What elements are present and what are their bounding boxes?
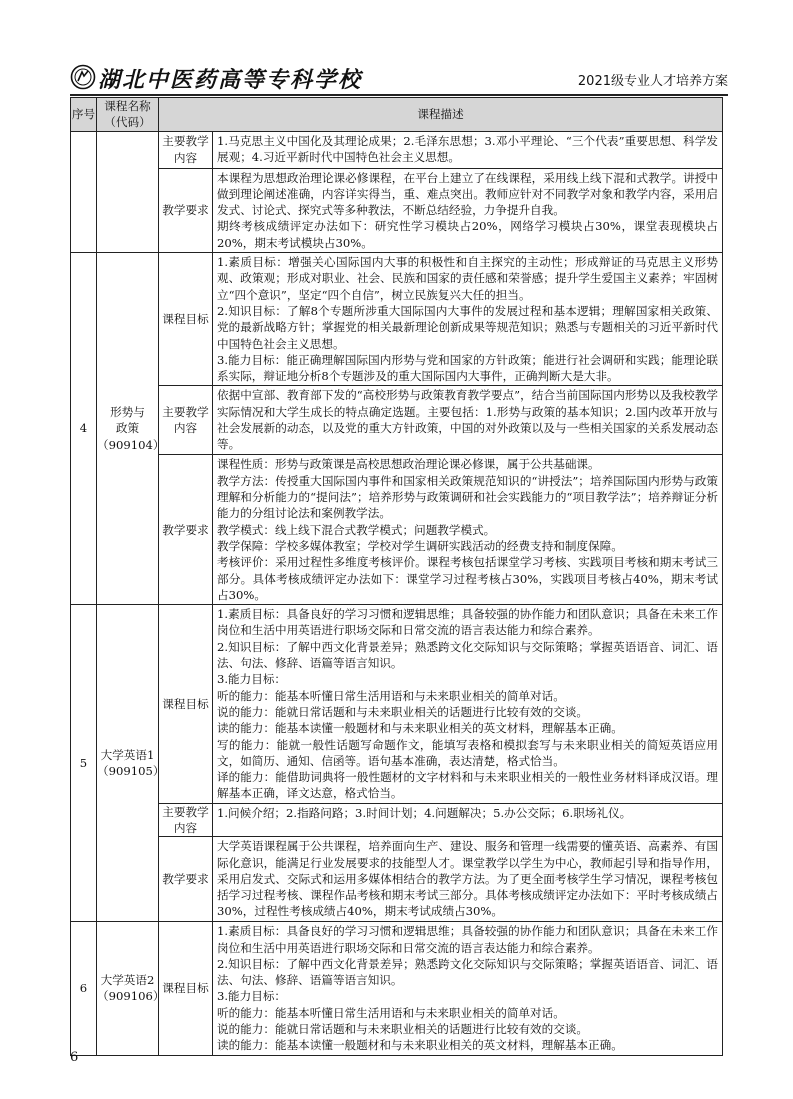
row-label: 教学要求 <box>159 168 213 252</box>
row-description: 1.问候介绍；2.指路问路；3.时间计划；4.问题解决；5.办公交际；6.职场礼仪。 <box>213 803 723 837</box>
course-name: 形势与 政策 （909104） <box>97 253 159 605</box>
row-label: 主要教学内容 <box>159 803 213 837</box>
header-divider <box>70 94 728 96</box>
table-row <box>71 455 723 605</box>
row-description: 1.素质目标：增强关心国际国内大事的积极性和自主探究的主动性；形成辩证的马克思主义形势观、政策观；形成对职业、社会、民族和国家的责任感和荣誉感；提升学生爱国主义素养；牢固树立“四个意识”，坚定“四个自信”，树立民族复兴大任的担当。 2.知识目标：了解8个专题所涉重大国际国内大事件的发展过程和基本逻辑；理解国家相关政策、党的最新战略方针；掌握党的相关最新理论创新成果等规范知识；熟悉与专题相关的习近平新时代中国特色社会主义思想。 3.能力目标：能正确理解国际国内形势与党和国家的方针政策；能进行社会调研和实践；能理论联系实际，辩证地分析8个专题涉及的重大国际国内大事件，正确判断大是大非。 <box>213 253 723 386</box>
row-label: 教学要求 <box>159 455 213 605</box>
table-row <box>71 131 723 168</box>
row-label: 课程目标 <box>159 253 213 386</box>
row-description: 1.马克思主义中国化及其理论成果；2.毛泽东思想；3.邓小平理论、“三个代表”重要思想、科学发展观；4.习近平新时代中国特色社会主义思想。 <box>213 131 723 168</box>
row-description: 1.素质目标：具备良好的学习习惯和逻辑思维；具备较强的协作能力和团队意识；具备在未来工作岗位和生活中用英语进行职场交际和日常交流的语言表达能力和综合素养。 2.知识目标：了解中西文化背景差异；熟悉跨文化交际知识与交际策略；掌握英语语音、词汇、语法、句法、修辞、语篇等语言知识。 3.能力目标： 听的能力：能基本听懂日常生活用语和与未来职业相关的简单对话。 说的能力：能就日常话题和与未来职业相关的话题进行比较有效的交谈。 读的能力：能基本读懂一般题材和与未来职业相关的英文材料，理解基本正确。 写的能力：能就一般性话题写命题作文，能填写表格和模拟套写与未来职业相关的简短英语应用文，如简历、通知、信函等。语句基本准确，表达清楚，格式恰当。 译的能力：能借助词典将一般性题材的文字材料和与未来职业相关的一般性业务材料译成汉语。理解基本正确，译文达意，格式恰当。 <box>213 605 723 804</box>
college-name: 湖北中医药高等专科学校 <box>98 67 363 93</box>
row-description: 本课程为思想政治理论课必修课程，在平台上建立了在线课程，采用线上线下混和式教学。讲授中做到理论阐述准确，内容详实得当，重、难点突出。教师应针对不同教学对象和教学内容，采用启发式、讨论式、探究式等多种教法，不断总结经验，力争提升自我。 期终考核成绩评定办法如下：研究性学习模块占20%，网络学习模块占30%，课堂表现模块占20%，期末考试模块占30%。 <box>213 168 723 252</box>
col-header-name: 课程名称（代码） <box>97 98 159 132</box>
table-row <box>71 386 723 455</box>
col-header-num: 序号 <box>71 98 97 132</box>
course-table <box>70 97 723 1056</box>
table-row <box>71 253 723 386</box>
row-description: 大学英语课程属于公共课程，培养面向生产、建设、服务和管理一线需要的懂英语、高素养、有国际化意识，能满足行业发展要求的技能型人才。课堂教学以学生为中心，教师起引导和指导作用，采用启发式、交际式和运用多媒体相结合的教学方法。为了更全面考核学生学习情况，课程考核包括学习过程考核、课程作品考核和期末考试三部分。具体考核成绩评定办法如下：平时考核成绩占30%，过程性考核成绩占40%，期末考试成绩占30%。 <box>213 837 723 922</box>
row-label: 主要教学内容 <box>159 386 213 455</box>
row-label: 教学要求 <box>159 837 213 922</box>
page-number: 6 <box>70 1050 79 1065</box>
table-row <box>71 922 723 1055</box>
row-label: 主要教学内容 <box>159 131 213 168</box>
page-header <box>70 62 728 92</box>
row-label: 课程目标 <box>159 605 213 804</box>
row-description: 课程性质：形势与政策课是高校思想政治理论课必修课，属于公共基础课。 教学方法：传授重大国际国内事件和国家相关政策规范知识的“讲授法”；培养国际国内形势与政策理解和分析能力的“提问法”；培养形势与政策调研和社会实践能力的“项目教学法”；培养辩证分析能力的分组讨论法和案例教学法。 教学模式：线上线下混合式教学模式；问题教学模式。 教学保障：学校多媒体教室；学校对学生调研实践活动的经费支持和制度保障。 考核评价：采用过程性多维度考核评价。课程考核包括课堂学习考核、实践项目考核和期末考试三部分。具体考核成绩评定办法如下：课堂学习过程考核占30%，实践项目考核占40%，期末考试占30%。 <box>213 455 723 605</box>
table-header-row <box>71 98 723 132</box>
row-description: 1.素质目标：具备良好的学习习惯和逻辑思维；具备较强的协作能力和团队意识；具备在未来工作岗位和生活中用英语进行职场交际和日常交流的语言表达能力和综合素养。 2.知识目标：了解中西文化背景差异；熟悉跨文化交际知识与交际策略；掌握英语语音、词汇、语法、句法、修辞、语篇等语言知识。 3.能力目标： 听的能力：能基本听懂日常生活用语和与未来职业相关的简单对话。 说的能力：能就日常话题和与未来职业相关的话题进行比较有效的交谈。 读的能力：能基本读懂一般题材和与未来职业相关的英文材料，理解基本正确。 <box>213 922 723 1055</box>
table-row <box>71 605 723 804</box>
course-name: 大学英语2 （909106） <box>97 922 159 1055</box>
table-row <box>71 803 723 837</box>
row-number: 4 <box>71 253 97 605</box>
row-number: 6 <box>71 922 97 1055</box>
row-number: 5 <box>71 605 97 922</box>
document-title: 2021级专业人才培养方案 <box>577 74 728 89</box>
row-description: 依据中宣部、教育部下发的“高校形势与政策教育教学要点”，结合当前国际国内形势以及我校教学实际情况和大学生成长的特点确定选题。主要包括：1.形势与政策的基本知识；2.国内改革开放与社会发展新的动态，以及党的重大方针政策，中国的对外政策以及与一些相关国家的关系发展动态等。 <box>213 386 723 455</box>
college-logo-icon <box>70 64 96 90</box>
table-row <box>71 168 723 252</box>
table-row <box>71 837 723 922</box>
col-header-desc: 课程描述 <box>159 98 723 132</box>
course-name: 大学英语1 （909105） <box>97 605 159 922</box>
row-label: 课程目标 <box>159 922 213 1055</box>
